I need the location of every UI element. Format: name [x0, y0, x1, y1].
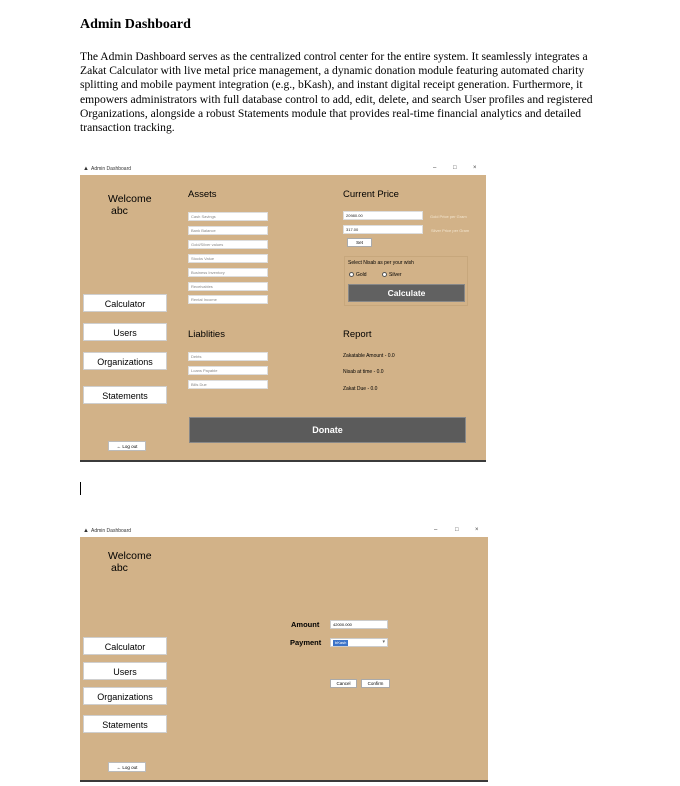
- window-title: Admin Dashboard: [91, 166, 132, 172]
- liability-bills-input[interactable]: Bills Due: [188, 380, 268, 389]
- radio-icon: [382, 272, 387, 277]
- nav-users-button[interactable]: Users: [83, 323, 167, 341]
- silver-price-input[interactable]: 317.00: [343, 225, 423, 234]
- current-price-heading: Current Price: [343, 189, 399, 200]
- nisab-silver-radio[interactable]: [382, 272, 402, 278]
- window-titlebar: [80, 164, 486, 175]
- document-paragraph: The Admin Dashboard serves as the centralized control center for the entire system. It seamlessly integrates a Zakat Calculator with live metal price management, a dynamic donation module featuring automated charity splitting and mobile payment integration (e.g., bKash), and instant digital receipt generation. Furthermore, it empowers administrators with full database control to add, edit, delete, and search User profiles and registered Organizations, alongside a robust Statements module that provides real-time financial analytics and detailed transaction tracking.: [80, 50, 593, 135]
- screenshot-calculator-window: [80, 164, 486, 462]
- set-price-button[interactable]: Set: [347, 238, 372, 247]
- window-bottom-edge: [80, 780, 488, 782]
- minimize-button[interactable]: –: [434, 527, 438, 533]
- assets-heading: Assets: [188, 189, 217, 200]
- welcome-username: abc: [111, 562, 128, 574]
- confirm-button[interactable]: Confirm: [361, 679, 390, 688]
- report-nisab: Nisab at time - 0.0: [343, 369, 384, 375]
- nav-statements-button[interactable]: Statements: [83, 715, 167, 733]
- close-button[interactable]: ×: [473, 165, 477, 171]
- welcome-label: Welcome: [108, 550, 152, 562]
- liability-debts-input[interactable]: Debts: [188, 352, 268, 361]
- report-zakatable-amount: Zakatable Amount - 0.0: [343, 353, 395, 359]
- logout-button[interactable]: ← Log out: [108, 441, 146, 451]
- app-icon: ▲: [83, 166, 89, 172]
- maximize-button[interactable]: □: [453, 165, 457, 171]
- nav-calculator-button[interactable]: Calculator: [83, 637, 167, 655]
- close-button[interactable]: ×: [475, 527, 479, 533]
- gold-price-hint: Gold Price per Gram: [430, 214, 467, 219]
- screenshot-donation-window: [80, 526, 488, 782]
- minimize-button[interactable]: –: [433, 165, 437, 171]
- nav-organizations-button[interactable]: Organizations: [83, 352, 167, 370]
- gold-price-input[interactable]: 20980.00: [343, 211, 423, 220]
- liabilities-heading: Liablities: [188, 329, 225, 340]
- report-heading: Report: [343, 329, 372, 340]
- window-title: Admin Dashboard: [91, 528, 132, 534]
- maximize-button[interactable]: □: [455, 527, 459, 533]
- asset-rental-income-input[interactable]: Rental Income: [188, 295, 268, 304]
- asset-gold-silver-input[interactable]: Gold/Silver values: [188, 240, 268, 249]
- chevron-down-icon: ▾: [382, 639, 385, 645]
- donate-button[interactable]: Donate: [189, 417, 466, 443]
- welcome-label: Welcome: [108, 193, 152, 205]
- calculate-button[interactable]: Calculate: [348, 284, 465, 302]
- cancel-button[interactable]: Cancel: [330, 679, 357, 688]
- amount-input[interactable]: 42000.000: [330, 620, 388, 629]
- asset-stocks-input[interactable]: Stocks Value: [188, 254, 268, 263]
- app-icon: ▲: [83, 528, 89, 534]
- welcome-text: [108, 193, 152, 217]
- radio-icon: [349, 272, 354, 277]
- silver-price-hint: Silver Price per Gram: [431, 228, 470, 233]
- amount-label: Amount: [291, 620, 320, 629]
- asset-cash-savings-input[interactable]: Cash Savings: [188, 212, 268, 221]
- nav-statements-button[interactable]: Statements: [83, 386, 167, 404]
- nisab-label: Select Nisab as per your wish: [348, 260, 414, 266]
- liability-loans-input[interactable]: Loans Payable: [188, 366, 268, 375]
- logout-button[interactable]: ← Log out: [108, 762, 146, 772]
- asset-bank-balance-input[interactable]: Bank Balance: [188, 226, 268, 235]
- report-zakat-due: Zakat Due - 0.0: [343, 386, 378, 392]
- asset-receivables-input[interactable]: Receivables: [188, 282, 268, 291]
- nisab-gold-radio[interactable]: [349, 272, 367, 278]
- nav-users-button[interactable]: Users: [83, 662, 167, 680]
- nav-organizations-button[interactable]: Organizations: [83, 687, 167, 705]
- document-title: Admin Dashboard: [80, 17, 191, 32]
- window-titlebar: [80, 526, 488, 537]
- payment-selected-value: bKash: [335, 640, 347, 645]
- payment-method-select[interactable]: [330, 638, 388, 647]
- window-bottom-edge: [80, 460, 486, 462]
- asset-inventory-input[interactable]: Business Inventory: [188, 268, 268, 277]
- payment-label: Payment: [290, 638, 322, 647]
- welcome-username: abc: [111, 205, 128, 217]
- nav-calculator-button[interactable]: Calculator: [83, 294, 167, 312]
- nisab-silver-label: Silver: [389, 272, 402, 278]
- welcome-text: [108, 550, 152, 574]
- nisab-gold-label: Gold: [356, 272, 367, 278]
- text-cursor: [80, 482, 81, 495]
